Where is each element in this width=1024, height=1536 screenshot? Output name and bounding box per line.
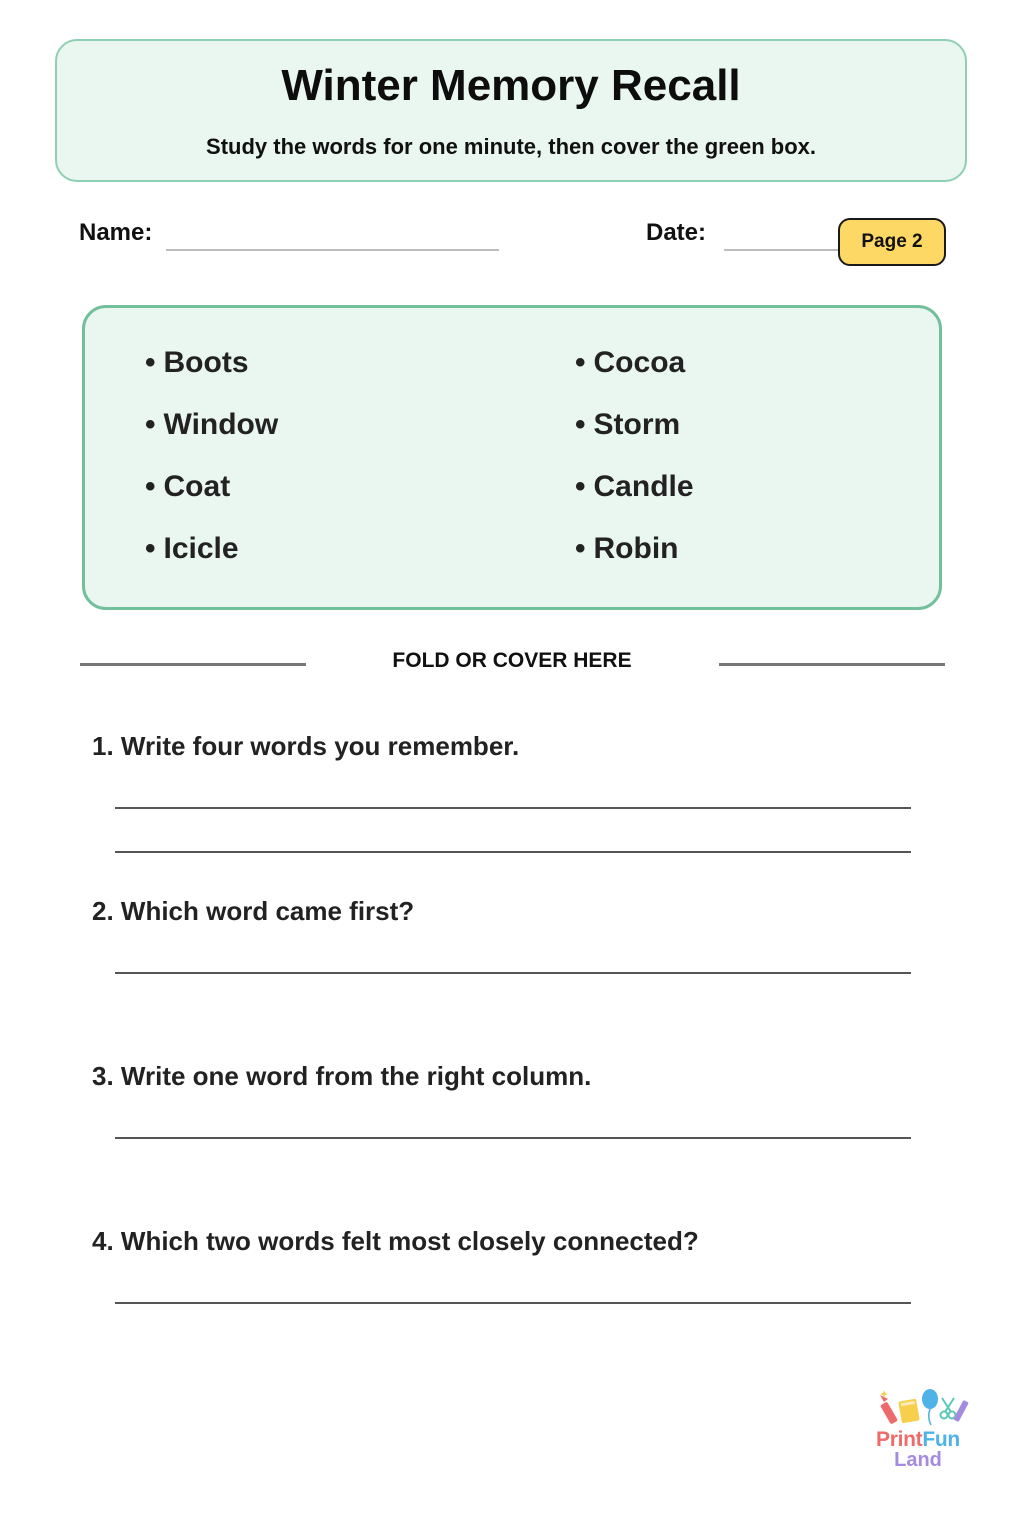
word-list-left — [145, 332, 278, 580]
name-label: Name: — [79, 219, 153, 246]
header-box — [55, 39, 967, 182]
logo-icons — [872, 1388, 972, 1432]
crayon-icon — [880, 1395, 898, 1425]
answer-line-3[interactable] — [115, 1137, 911, 1139]
printfunland-logo — [866, 1388, 976, 1478]
word-item: • Boots — [145, 332, 278, 394]
word-item: • Cocoa — [575, 332, 694, 394]
page-title: Winter Memory Recall — [281, 61, 741, 110]
paper-icon — [898, 1399, 920, 1424]
word-item: • Coat — [145, 456, 278, 518]
fold-divider-left — [80, 663, 306, 666]
question-4: 4. Which two words felt most closely connected? — [92, 1226, 699, 1256]
question-1: 1. Write four words you remember. — [92, 731, 520, 761]
word-item: • Candle — [575, 456, 694, 518]
answer-line-2[interactable] — [115, 972, 911, 974]
scissors-icon — [941, 1398, 956, 1419]
logo-text-land: Land — [894, 1449, 942, 1471]
word-item: • Icicle — [145, 518, 278, 580]
fold-label: FOLD OR COVER HERE — [392, 649, 632, 672]
answer-line-1b[interactable] — [115, 851, 911, 853]
question-3: 3. Write one word from the right column. — [92, 1061, 592, 1091]
question-2: 2. Which word came first? — [92, 896, 415, 926]
word-item: • Window — [145, 394, 278, 456]
date-field[interactable] — [724, 249, 842, 251]
name-field[interactable] — [166, 249, 499, 251]
fold-divider-right — [719, 663, 945, 666]
date-label: Date: — [646, 219, 707, 246]
word-list-right — [575, 332, 694, 580]
logo-text-print: Print — [876, 1428, 923, 1451]
word-item: • Robin — [575, 518, 694, 580]
logo-text-fun: Fun — [922, 1428, 960, 1451]
page-badge: Page 2 — [838, 218, 946, 266]
balloon-icon — [922, 1389, 938, 1425]
answer-line-1a[interactable] — [115, 807, 911, 809]
word-box — [82, 305, 942, 610]
answer-line-4[interactable] — [115, 1302, 911, 1304]
word-item: • Storm — [575, 394, 694, 456]
page-instructions: Study the words for one minute, then cover the green box. — [206, 134, 816, 159]
pencil-icon — [953, 1400, 969, 1422]
